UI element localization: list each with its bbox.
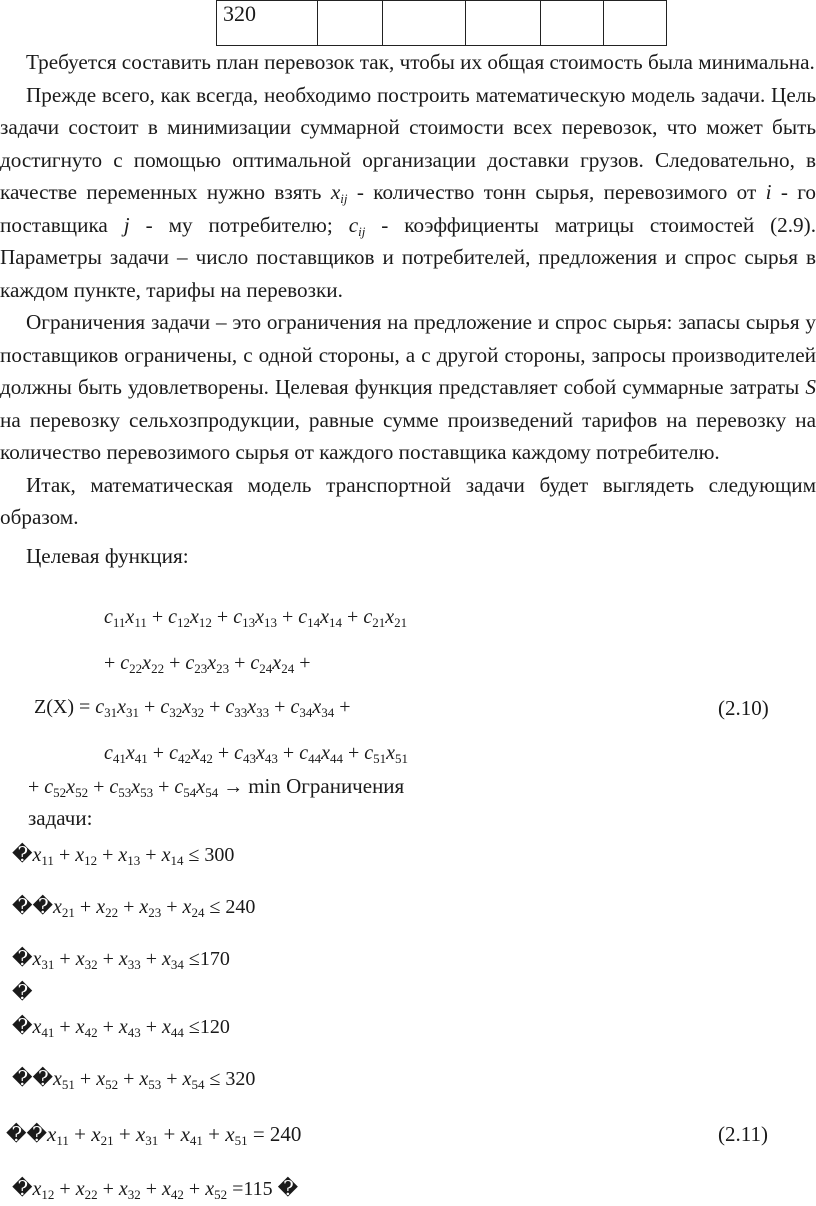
equation-number-2-11: (2.11) [718, 1122, 768, 1146]
constraint-7: $�x_{12} + x_{22} + x_{32} + x_{42} + x_{52} =115$ � [12, 1178, 299, 1202]
constraint-2: $��x_{21} + x_{22} + x_{23} + x_{24} \le 240$ [12, 896, 256, 920]
brace-fragment: � [12, 982, 33, 1004]
table-cell [604, 1, 667, 46]
table-cell-supply: 320 [217, 1, 318, 46]
objective-label: Целевая функция: [26, 543, 189, 568]
objective-line-5: + $c_{52}x_{52} + c_{53}x_{53} + c_{54}x_{54} \to \min$ Ограничения [28, 774, 405, 800]
var-x: x [330, 180, 341, 204]
equation-number-2-10: (2.10) [718, 696, 769, 720]
constraint-1: $�x_{11} + x_{12} + x_{13} + x_{14} \le 300$ [12, 844, 235, 868]
objective-line-3: $Z(X) = c_{31}x_{31} + c_{32}x_{32} + c_{33}x_{33} + c_{34}x_{34}$ + [34, 696, 351, 720]
paragraph-summary: Итак, математическая модель транспортной задачи будет выглядеть следующим образом. [0, 472, 816, 529]
objective-line-1: $c_{11}x_{11} + c_{12}x_{12} + c_{13}x_{13} + c_{14}x_{14} + c_{21}x_{21}$ [104, 606, 408, 630]
var-c: c [348, 212, 359, 237]
paragraph-constraints: Ограничения задачи – это ограничения на предложение и спрос сырья: запасы сырья у поставщиков ограничены, с одной стороны, а с другой стороны, запросы производителей должны быть удовлетворены. Целевая функция представляет собой суммарные затраты S на перевозку сельхозпродукции, равные сумме произведений тарифов на перевозку на количество перевозимого сырья от каждого поставщика каждому потребителю. [0, 310, 816, 464]
constraint-6: $��x_{11} + x_{21} + x_{31} + x_{41} + x_{51} = 240$ [6, 1122, 302, 1148]
constraints-label: задачи: [28, 806, 93, 830]
table-row [217, 1, 667, 46]
table-cell [383, 1, 466, 46]
table-cell [318, 1, 383, 46]
table-cell [466, 1, 541, 46]
table-cell [541, 1, 604, 46]
paragraph-goal: Требуется составить план перевозок так, чтобы их общая стоимость была минимальна. [26, 50, 815, 74]
constraint-3: $�x_{31} + x_{32} + x_{33} + x_{34} \le 170$ [12, 948, 230, 972]
document-body [0, 46, 816, 572]
objective-line-2: + $c_{22}x_{22} + c_{23}x_{23} + c_{24}x_{24}$ + [104, 652, 311, 676]
supply-table-fragment [216, 0, 667, 46]
constraint-4: $�x_{41} + x_{42} + x_{43} + x_{44} \le 120$ [12, 1016, 230, 1040]
objective-line-4: $c_{41}x_{41} + c_{42}x_{42} + c_{43}x_{43} + c_{44}x_{44} + c_{51}x_{51}$ [104, 742, 409, 766]
paragraph-model: Прежде всего, как всегда, необходимо построить математическую модель задачи. Цель задачи состоит в минимизации суммарной стоимости всех перевозок, что может быть достигнуто с помощью оптимальной организации доставки грузов. Следовательно, в качестве переменных нужно взять $x_{ij}$ - количество тонн сырья, перевозимого от i - го поставщика j - му потребителю; $c_{ij}$ - коэффициенты матрицы стоимостей (2.9). Параметры задачи – число поставщиков и потребителей, предложения и спрос сырья в каждом пункте, тарифы на перевозки. [0, 82, 816, 302]
constraint-5: $��x_{51} + x_{52} + x_{53} + x_{54} \le 320$ [12, 1068, 256, 1092]
